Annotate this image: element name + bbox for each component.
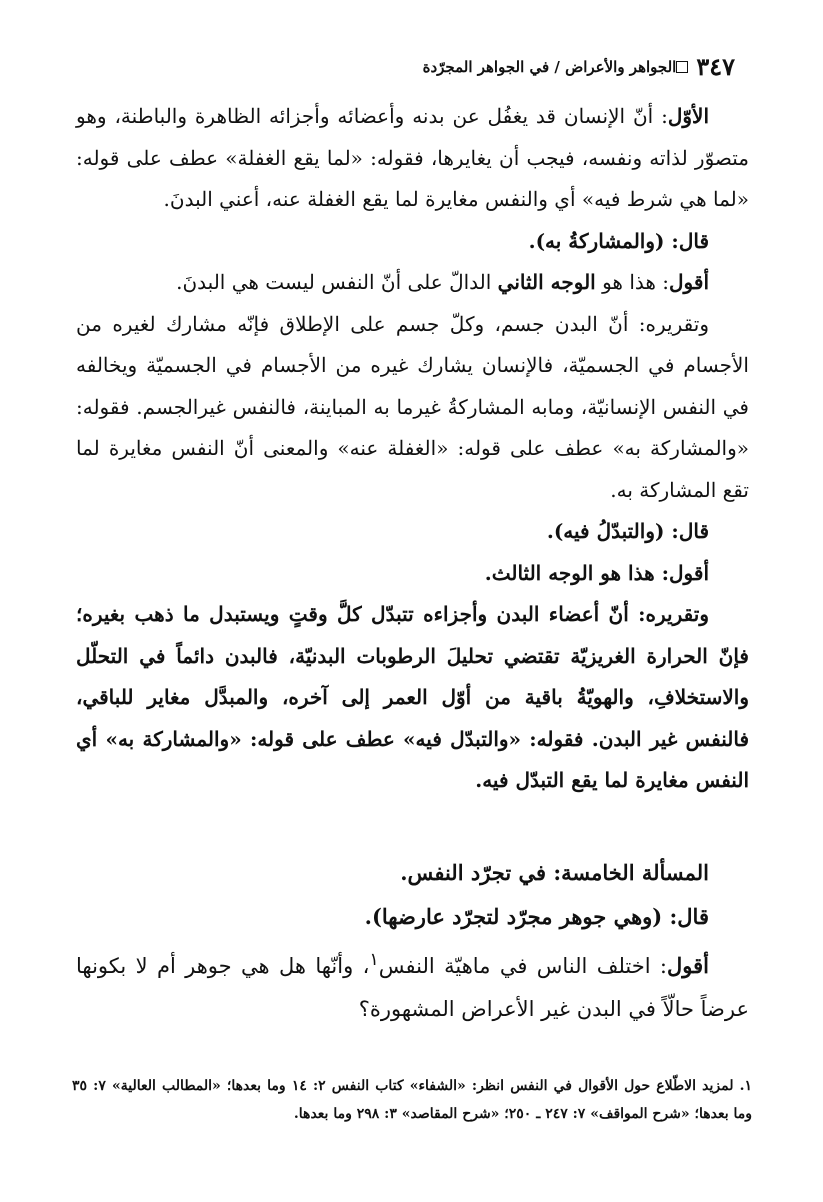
- lead-word: قال: [677, 903, 709, 929]
- running-header: [80, 52, 745, 81]
- paragraph-qala-1: [76, 221, 749, 263]
- paragraph-text: : اختلف الناس في ماهيّة النفس: [378, 953, 667, 978]
- paragraph-text: ، وأنّها هل هي جوهر أم لا بكونها عرضاً حالّاً في البدن غير الأعراض المشهورة؟: [76, 953, 749, 1021]
- section-title: المسألة الخامسة: [561, 859, 709, 885]
- paragraph-text: : (والتبدّلُ فيه).: [546, 519, 679, 543]
- paragraph-text: : هذا هو: [595, 270, 670, 294]
- page-number: ٣٤٧: [696, 52, 735, 81]
- lead-word: قال: [678, 228, 709, 253]
- paragraph-text: : (وهي جوهر مجرّد لتجرّد عارضها).: [364, 903, 678, 929]
- paragraph-text: وتقريره: أنّ البدن جسم، وكلّ جسم على الإطلاق فإنّه مشارك لغيره من الأجسام في الجسميّة، فالإنسان يشارك غيره من الأجسام في الجسميّة ويخالفه في النفس الإنسانيّة، ومابه المشاركةُ غيرما به المباينة، فالنفس غيرالجسم. فقوله: «والمشاركة به» عطف على قوله: «الغفلة عنه» والمعنى أنّ النفس مغايرة لما تقع المشاركة به.: [76, 311, 749, 502]
- footnotes: [72, 1072, 752, 1128]
- paragraph-aqulu-1: [76, 262, 749, 304]
- section-gap: [76, 802, 749, 851]
- footnote-ref[interactable]: ١: [369, 949, 379, 970]
- emphasis-text: الوجه الثاني: [497, 270, 596, 294]
- paragraph-aqulu-2: [76, 553, 749, 595]
- lead-word: أقول: [667, 952, 709, 978]
- section-subtitle: : في تجرّد النفس.: [400, 859, 562, 885]
- footnote-item: ١. لمزيد الاطّلاع حول الأقوال في النفس انظر: «الشفاء» كتاب النفس ٢: ١٤ وما بعدها؛ «المطالب العالية» ٧: ٣٥ وما بعدها؛ «شرح المواقف» ٧: ٢٤٧ ـ ٢٥٠؛ «شرح المقاصد» ٣: ٢٩٨ وما بعدها.: [72, 1078, 752, 1122]
- paragraph-explanation-3: [76, 594, 749, 802]
- paragraph-text: الدالّ على أنّ النفس ليست هي البدنَ.: [176, 270, 498, 294]
- paragraph-text: وتقريره: أنّ أعضاء البدن وأجزاءه تتبدّل كلَّ وقتٍ ويستبدل ما ذهب بغيره؛ فإنّ الحرارة الغريزيّة تقتضي تحليلَ الرطوبات البدنيّة، فالبدن دائماً في التحلّل والاستخلافِ، والهويّةُ باقية من أوّل العمر إلى آخره، والمبدَّل مغاير للباقي، فالنفس غير البدن. فقوله: «والتبدّل فيه» عطف على قوله: «والمشاركة به» أي النفس مغايرة لما يقع التبدّل فيه.: [76, 602, 749, 792]
- paragraph-text: : (والمشاركةُ به).: [528, 228, 679, 253]
- running-title: الجواهر والأعراض / في الجواهر المجرّدة: [422, 57, 677, 76]
- paragraph-explanation-2: [76, 304, 749, 512]
- paragraph-aqulu-3: [76, 939, 749, 1031]
- paragraph-first-argument: [76, 96, 749, 221]
- lead-word: قال: [678, 519, 709, 543]
- lead-word: الأوّل: [667, 104, 709, 128]
- lead-word: أقول: [669, 270, 709, 294]
- paragraph-text: : هذا هو الوجه الثالث.: [484, 560, 670, 585]
- paragraph-text: : أنّ الإنسان قد يغفُل عن بدنه وأعضائه وأجزائه الظاهرة والباطنة، وهو متصوّر لذاته ونفسه، فيجب أن يغايرها، فقوله: «لما يقع الغفلة» عطف على قوله: «لما هي شرط فيه» أي والنفس مغايرة لما يقع الغفلة عنه، أعني البدنَ.: [76, 104, 749, 211]
- section-heading: [76, 851, 749, 895]
- lead-word: أقول: [669, 560, 709, 585]
- main-text: [76, 96, 749, 1031]
- separator-square-icon: [676, 61, 688, 73]
- paragraph-qala-2: [76, 511, 749, 553]
- paragraph-qala-3: [76, 895, 749, 939]
